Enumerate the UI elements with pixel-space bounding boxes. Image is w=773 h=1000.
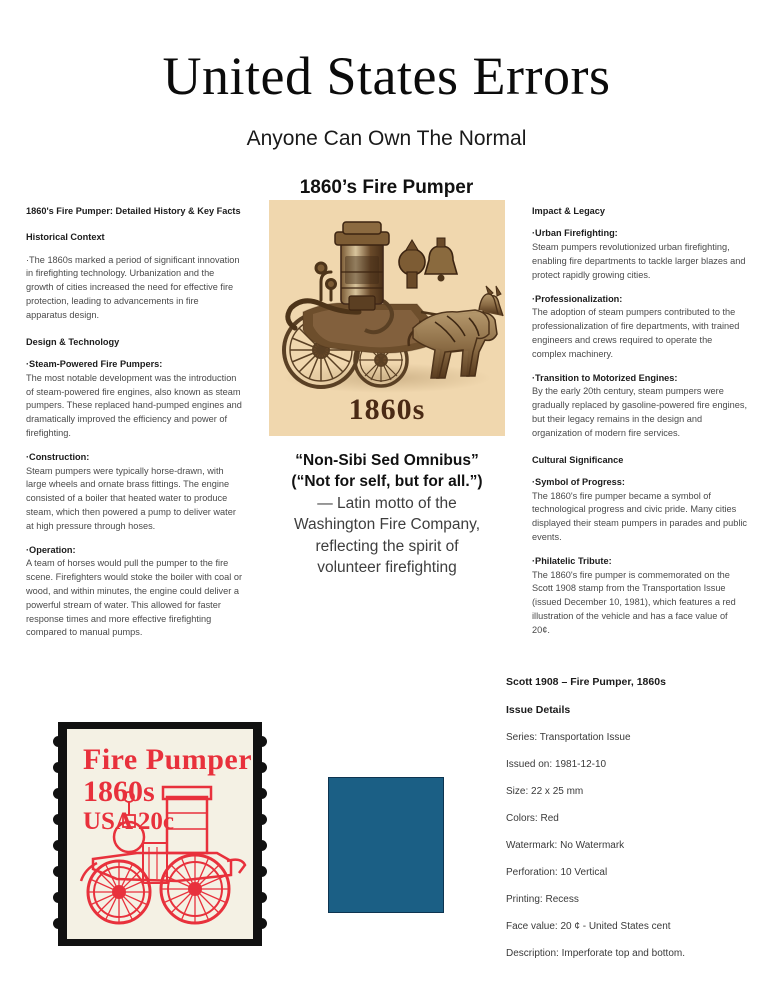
right-bullet-urban-firefighting-body: Steam pumpers revolutionized urban firefighting, enabling fire departments to tackle larger blazes and protect rapidly growing cities. [532, 242, 746, 280]
left-bullet-steam-powered-lead: ·Steam-Powered Fire Pumpers: [26, 359, 163, 370]
right-bullet-motorized-engines-body: By the early 20th century, steam pumpers were gradually replaced by gasoline-powered fire engines, but their legacy remains in the design and organization of modern fire services. [532, 386, 748, 438]
details-title: Scott 1908 – Fire Pumper, 1860s [506, 676, 666, 688]
detail-value-printing: Recess [545, 894, 579, 905]
detail-key-perforation: Perforation: [506, 867, 558, 878]
detail-value-perforation: 10 Vertical [560, 867, 608, 878]
detail-key-size: Size: [506, 786, 529, 797]
detail-value-series: Transportation Issue [539, 732, 631, 743]
detail-row-issued-on [506, 758, 756, 771]
right-text-column [532, 205, 748, 648]
detail-row-watermark [506, 839, 756, 852]
stamp-fire-pumper-icon [67, 729, 253, 939]
quote-line-3: — Latin motto of the [317, 494, 457, 512]
right-bullet-philatelic-tribute [532, 555, 748, 638]
svg-text:1860s: 1860s [83, 775, 155, 808]
left-bullet-steam-powered-body: The most notable development was the introduction of steam-powered fire engines, also known as steam pumpers. These replaced hand-pumped engines and dramatically improved the efficiency and power of firefighting. [26, 372, 242, 438]
right-bullet-philatelic-tribute-body: The 1860's fire pumper is commemorated on the Scott 1908 stamp from the Transportation Issue (issued December 10, 1981), which features a red illustration of the vehicle and has a face value of 20¢. [532, 569, 736, 635]
detail-value-description: Imperforate top and bottom. [561, 948, 685, 959]
right-head-impact-legacy: Impact & Legacy [532, 206, 606, 216]
stamp-color-swatch [328, 777, 444, 913]
center-column [248, 200, 526, 578]
detail-row-printing [506, 893, 756, 906]
perforation-notch [256, 892, 267, 903]
svg-text:USA 20c: USA 20c [83, 808, 174, 835]
left-para-historical-context: ·The 1860s marked a period of significant innovation in firefighting technology. Urbanization and the growth of cities increased the need for effective fire protection, leading to advancements in fire apparatus design. [26, 254, 240, 320]
detail-key-issued-on: Issued on: [506, 759, 553, 770]
right-bullet-urban-firefighting [532, 227, 748, 282]
perforation-notch [256, 866, 267, 877]
detail-key-watermark: Watermark: [506, 840, 558, 851]
perforation-notch [256, 736, 267, 747]
detail-value-issued-on: 1981-12-10 [554, 759, 607, 770]
right-bullet-professionalization-lead: ·Professionalization: [532, 293, 623, 304]
right-head-cultural-significance: Cultural Significance [532, 454, 624, 465]
left-column-heading: 1860's Fire Pumper: Detailed History & Key Facts [26, 206, 241, 216]
detail-row-size [506, 785, 756, 798]
quote-line-2: (“Not for self, but for all.”) [291, 473, 483, 491]
stamp-paper [67, 729, 253, 939]
fire-pumper-illustration [269, 200, 505, 436]
left-bullet-construction-body: Steam pumpers were typically horse-drawn, with large wheels and ornate brass fittings. The engine consisted of a boiler that heated water to produce steam, which then powered a pump to deliver water at high pressure through hoses. [26, 465, 236, 531]
detail-row-face-value [506, 920, 756, 933]
left-bullet-operation [26, 544, 242, 641]
detail-key-description: Description: [506, 948, 559, 959]
quote-line-1: “Non-Sibi Sed Omnibus” [295, 452, 479, 469]
svg-text:Fire Pumper: Fire Pumper [83, 743, 253, 776]
perforation-notch [256, 788, 267, 799]
detail-row-description [506, 947, 756, 960]
perforation-notch [256, 762, 267, 773]
detail-key-colors: Colors: [506, 813, 538, 824]
perforation-notch [256, 840, 267, 851]
detail-row-perforation [506, 866, 756, 879]
right-bullet-philatelic-tribute-lead: ·Philatelic Tribute: [532, 555, 612, 566]
detail-value-size: 22 x 25 mm [531, 786, 584, 797]
detail-value-face-value: 20 ¢ - United States cent [560, 921, 671, 932]
masthead [0, 48, 773, 199]
left-bullet-operation-lead: ·Operation: [26, 544, 76, 555]
perforation-notch [53, 788, 64, 799]
quote-line-4: Washington Fire Company, [293, 516, 481, 534]
right-bullet-urban-firefighting-lead: ·Urban Firefighting: [532, 228, 618, 239]
details-subtitle: Issue Details [506, 704, 571, 716]
left-bullet-construction-lead: ·Construction: [26, 451, 90, 462]
right-bullet-symbol-of-progress [532, 476, 748, 545]
detail-value-colors: Red [540, 813, 559, 824]
perforation-notch [53, 840, 64, 851]
perforation-notch [256, 918, 267, 929]
perforation-notch [53, 866, 64, 877]
perforation-notch [53, 762, 64, 773]
right-bullet-motorized-engines-lead: ·Transition to Motorized Engines: [532, 372, 678, 383]
quote-line-5: reflecting the spirit of [315, 537, 459, 555]
right-bullet-symbol-of-progress-body: The 1860's fire pumper became a symbol of technological progress and civic pride. Many cities displayed their steam pumpers in parades and public events. [532, 490, 748, 543]
perforation-notch [53, 814, 64, 825]
left-bullet-operation-body: A team of horses would pull the pumper to the fire scene. Firefighters would stoke the boiler with coal or wood, and within minutes, the engine could deliver a powerful stream of water. This allowed for faster response times and more effective firefighting compared to manual pumps. [26, 558, 243, 638]
left-head-design-technology: Design & Technology [26, 336, 120, 347]
postage-stamp-image [58, 722, 262, 946]
perforation-notch [53, 918, 64, 929]
perforation-notch [53, 892, 64, 903]
detail-key-printing: Printing: [506, 894, 543, 905]
right-bullet-motorized-engines [532, 372, 748, 441]
left-head-historical-context: Historical Context [26, 232, 105, 243]
detail-row-series [506, 731, 756, 744]
page-title: United States Errors [162, 46, 611, 106]
latin-motto-quote [253, 450, 521, 578]
left-bullet-steam-powered [26, 358, 242, 441]
left-bullet-construction [26, 451, 242, 534]
detail-key-face-value: Face value: [506, 921, 558, 932]
section-title: 1860’s Fire Pumper [299, 176, 474, 198]
left-text-column [26, 205, 242, 650]
right-bullet-professionalization [532, 293, 748, 362]
detail-key-series: Series: [506, 732, 538, 743]
detail-row-colors [506, 812, 756, 825]
perforation-notch [256, 814, 267, 825]
quote-line-6: volunteer firefighting [317, 558, 457, 576]
right-bullet-symbol-of-progress-lead: ·Symbol of Progress: [532, 476, 625, 487]
right-bullet-professionalization-body: The adoption of steam pumpers contributed to the professionalization of fire departments, with trained engineers and crews required to operate the complex machinery. [532, 307, 740, 359]
body-columns [0, 205, 773, 655]
issue-details-panel [506, 676, 756, 974]
page-subtitle: Anyone Can Own The Normal [246, 126, 527, 150]
detail-value-watermark: No Watermark [560, 840, 625, 851]
illustration-caption: 1860s [348, 393, 426, 426]
perforation-notch [53, 736, 64, 747]
